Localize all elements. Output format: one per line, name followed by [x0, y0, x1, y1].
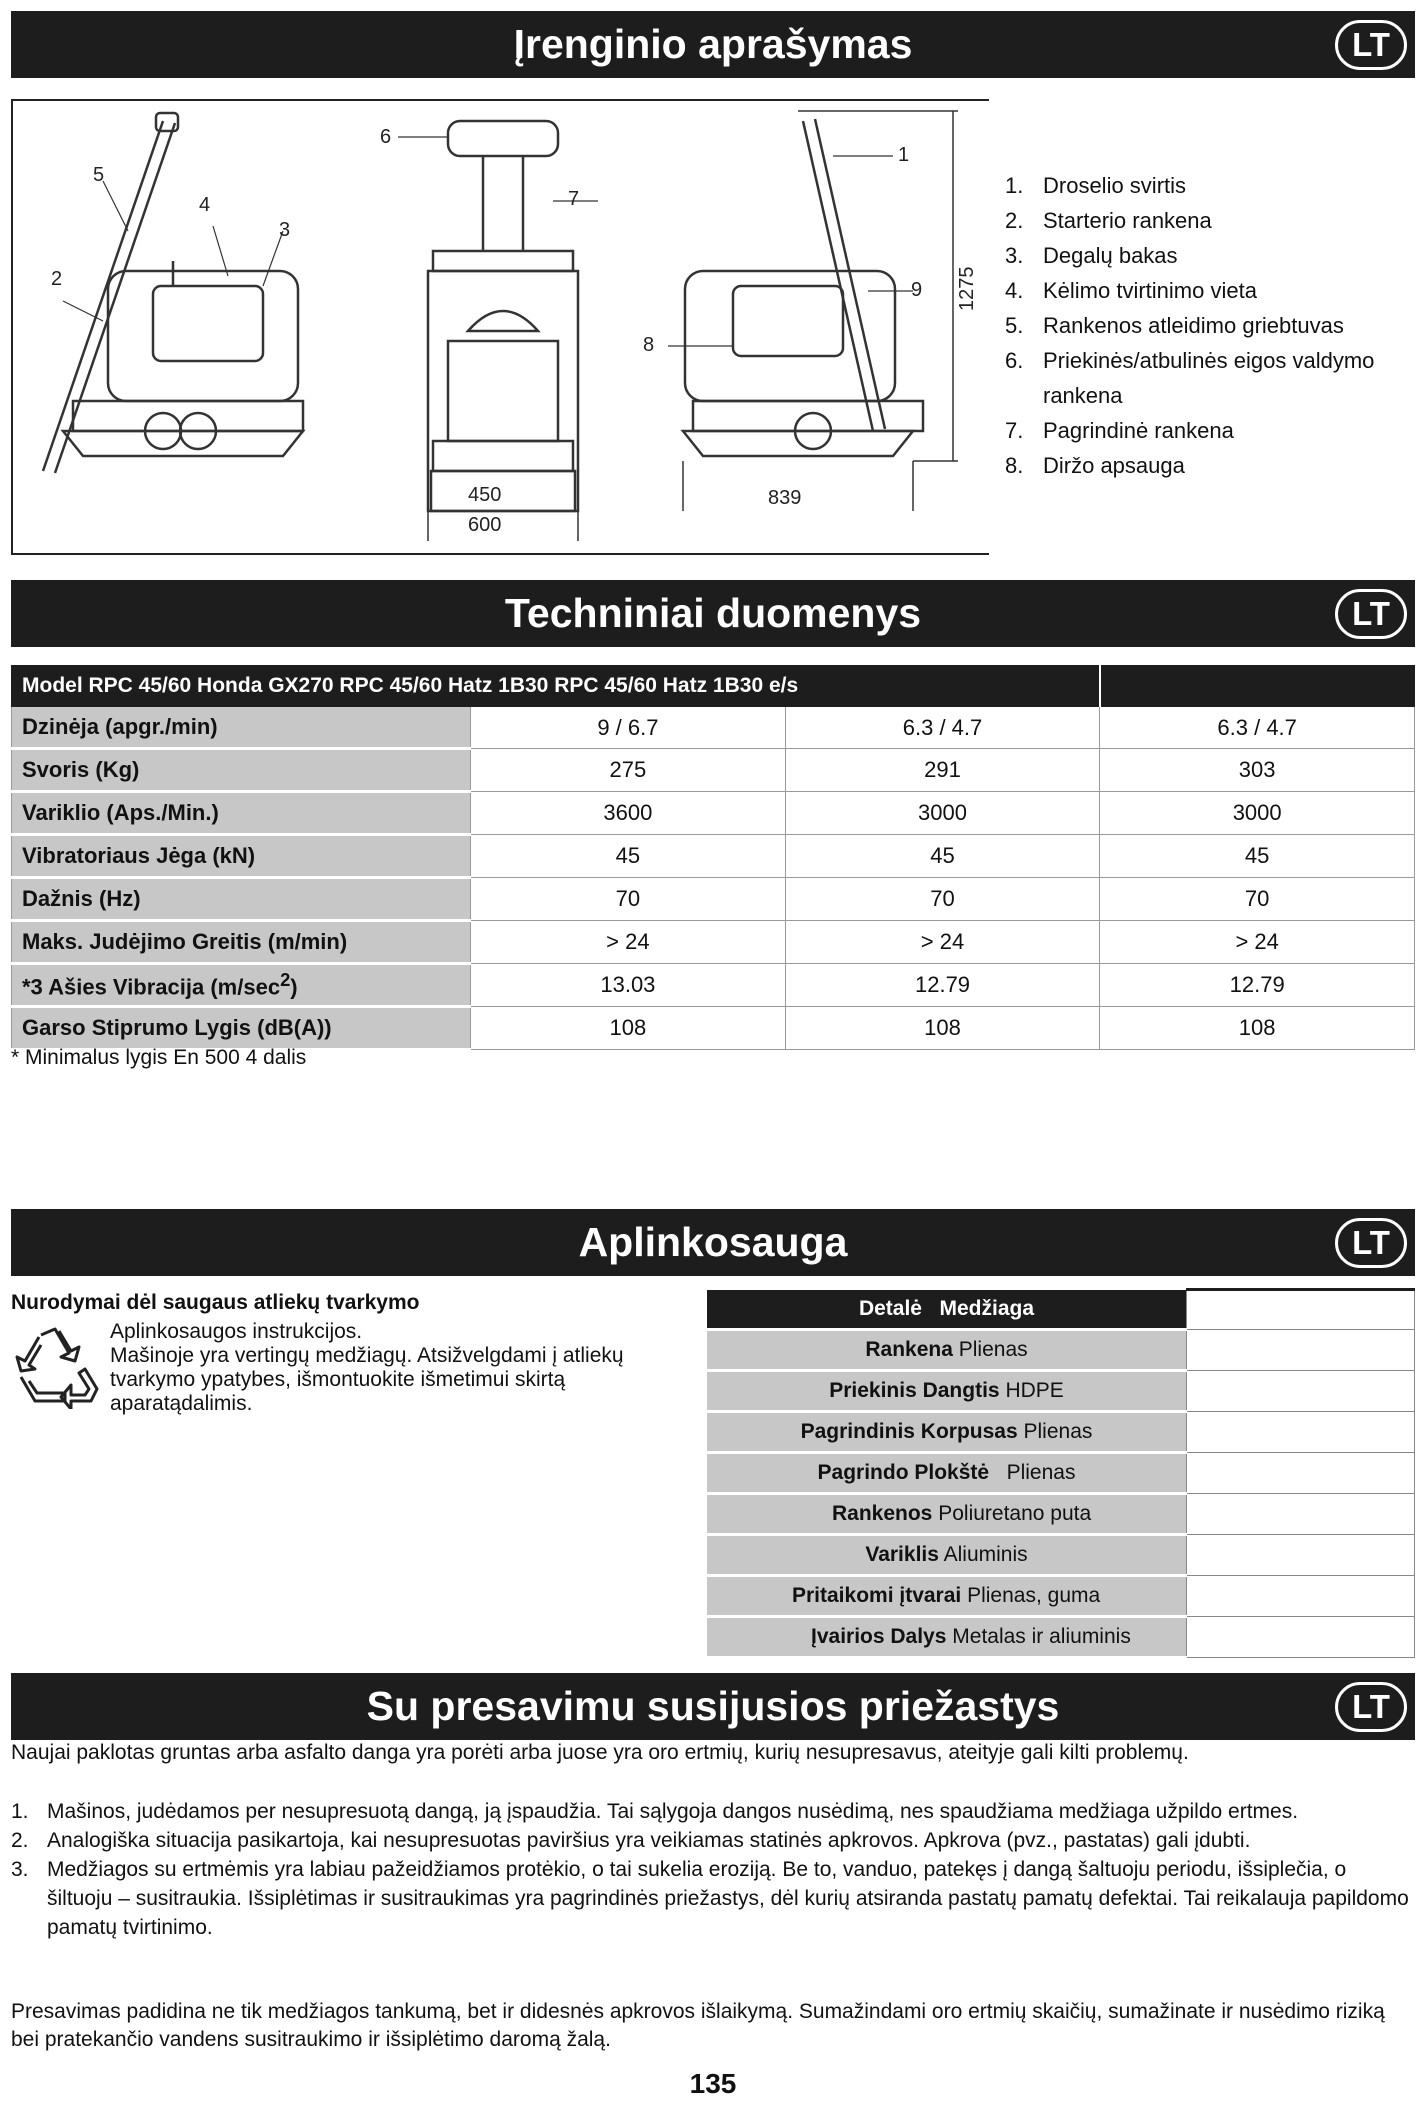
- section-title: Įrenginio aprašymas: [513, 21, 913, 67]
- dim-450: 450: [468, 484, 502, 506]
- dim-height: 1275: [956, 266, 978, 311]
- callout-5: 5: [93, 164, 105, 186]
- table-row: Variklis Aliuminis: [707, 1535, 1415, 1576]
- table-row: Svoris (Kg) 275 291 303: [12, 749, 1415, 792]
- env-heading: Nurodymai dėl saugaus atliekų tvarkymo: [11, 1291, 420, 1314]
- legend-item: 3. Degalų bakas: [1005, 243, 1178, 268]
- page-number: 135: [689, 2068, 737, 2099]
- legend-item: 1. Droselio svirtis: [1005, 173, 1187, 198]
- table-row: Rankena Plienas: [707, 1330, 1415, 1371]
- table-row: Pritaikomi įtvarai Plienas, guma: [707, 1576, 1415, 1617]
- table-row: Vibratoriaus Jėga (kN) 45 45 45: [12, 835, 1415, 878]
- section-bar-press: [11, 1673, 1415, 1740]
- legend-item: 7. Pagrindinė rankena: [1005, 418, 1234, 443]
- dim-839: 839: [768, 487, 802, 509]
- language-badge: LT: [1335, 20, 1407, 70]
- callout-8: 8: [643, 334, 655, 356]
- table-row: Variklio (Aps./Min.) 3600 3000 3000: [12, 792, 1415, 835]
- callout-6: 6: [380, 126, 392, 148]
- list-item: 2. Analogiška situacija pasikartoja, kai nesupresuotas paviršius yra veikiamas statinės apkrovos. Apkrova (pvz., pastatas) gali įdubti.: [11, 1829, 1251, 1852]
- table-row: Rankenos Poliuretano puta: [707, 1494, 1415, 1535]
- callout-9: 9: [911, 279, 923, 301]
- legend-item: 6. Priekinės/atbulinės eigos valdymo: [1005, 348, 1375, 373]
- legend-item: rankena: [1043, 383, 1123, 408]
- table-row: Įvairios Dalys Metalas ir aliuminis: [707, 1617, 1415, 1658]
- table-row: Dažnis (Hz) 70 70 70: [12, 878, 1415, 921]
- press-outro: Presavimas padidina ne tik medžiagos tankumą, bet ir didesnės apkrovos išlaikymą. Sumažindami oro ertmių skaičių, sumažinate ir nusėdimo riziką bei pratekančio vandens susitraukimo ir išsiplėtimo daromą žalą.: [11, 2000, 1385, 2051]
- press-intro: Naujai paklotas gruntas arba asfalto danga yra porėti arba juose yra oro ertmių, kurių nesupresavus, ateityje gali kilti problemų.: [11, 1741, 1189, 1764]
- section-bar-description: [11, 11, 1415, 78]
- table-row: Garso Stiprumo Lygis (dB(A)) 108 108 108: [12, 1007, 1415, 1050]
- parts-legend: [1005, 168, 1374, 483]
- press-list: [11, 1797, 1411, 1942]
- legend-item: 8. Diržo apsauga: [1005, 453, 1185, 478]
- list-item: 1. Mašinos, judėdamos per nesupresuotą dangą, ją įspaudžia. Tai sąlygoja dangos nusėdimą, nes spaudžiama medžiaga užpildo ertmes.: [11, 1800, 1299, 1823]
- callout-3: 3: [279, 219, 291, 241]
- callout-2: 2: [51, 268, 63, 290]
- legend-item: 5. Rankenos atleidimo griebtuvas: [1005, 313, 1344, 338]
- materials-table: [707, 1288, 1415, 1659]
- callout-1: 1: [898, 144, 910, 166]
- section-title: Aplinkosauga: [578, 1219, 848, 1265]
- callout-7: 7: [568, 188, 580, 210]
- legend-item: 2. Starterio rankena: [1005, 208, 1212, 233]
- side-view-right: [683, 119, 923, 456]
- recycle-icon: [11, 1325, 99, 1409]
- tech-table: [11, 665, 1415, 1051]
- section-bar-tech: [11, 580, 1415, 647]
- table-row: Pagrindinis Korpusas Plienas: [707, 1412, 1415, 1453]
- table-row: Maks. Judėjimo Greitis (m/min) > 24 > 24 > 24: [12, 921, 1415, 964]
- section-title: Su presavimu susijusios priežastys: [366, 1683, 1060, 1729]
- front-view: [428, 121, 578, 511]
- section-bar-env: [11, 1209, 1415, 1276]
- section-title: Techniniai duomenys: [504, 590, 922, 636]
- model-header: Model RPC 45/60 Honda GX270 RPC 45/60 Hatz 1B30 RPC 45/60 Hatz 1B30 e/s: [12, 666, 1100, 707]
- materials-header: Detalė Medžiaga: [707, 1290, 1415, 1330]
- footnote: * Minimalus lygis En 500 4 dalis: [11, 1046, 307, 1069]
- language-badge: LT: [1335, 589, 1407, 639]
- table-row: Priekinis Dangtis HDPE: [707, 1371, 1415, 1412]
- machine-diagram: [11, 99, 989, 555]
- side-view-left: [43, 113, 303, 473]
- table-row: *3 Ašies Vibracija $(m/\sec^2)$ 13.03 12.79 12.79: [12, 964, 1415, 1007]
- language-badge: LT: [1335, 1218, 1407, 1268]
- language-badge: LT: [1335, 1682, 1407, 1732]
- dim-600: 600: [468, 514, 502, 536]
- compactor-drawings: [13, 101, 989, 553]
- list-item: 3. Medžiagos su ertmėmis yra labiau pažeidžiamos protėkio, o tai sukelia eroziją. Be to, vanduo, patekęs į dangą šaltuoju periodu, išsiplečia, o šiltuoju – susitraukia. Išsiplėtimas ir susitraukimas yra pagrindinės priežastys, dėl kurių atsiranda pastatų pamatų defektai. Tai reikalauja papildomo pamatų tvirtinimo.: [11, 1858, 1409, 1939]
- tech-table-header: [12, 666, 1415, 707]
- callout-4: 4: [199, 194, 211, 216]
- legend-item: 4. Kėlimo tvirtinimo vieta: [1005, 278, 1257, 303]
- table-row: Pagrindo Plokštė Plienas: [707, 1453, 1415, 1494]
- env-instructions: Aplinkosaugos instrukcijos. Mašinoje yra vertingų medžiagų. Atsižvelgdami į atliekų tvarkymo ypatybes, išmontuokite išmetimui skirtą aparatądalimis.: [110, 1320, 624, 1415]
- table-row: Dzinėja (apgr./min) 9 / 6.7 6.3 / 4.7 6.3 / 4.7: [12, 707, 1415, 749]
